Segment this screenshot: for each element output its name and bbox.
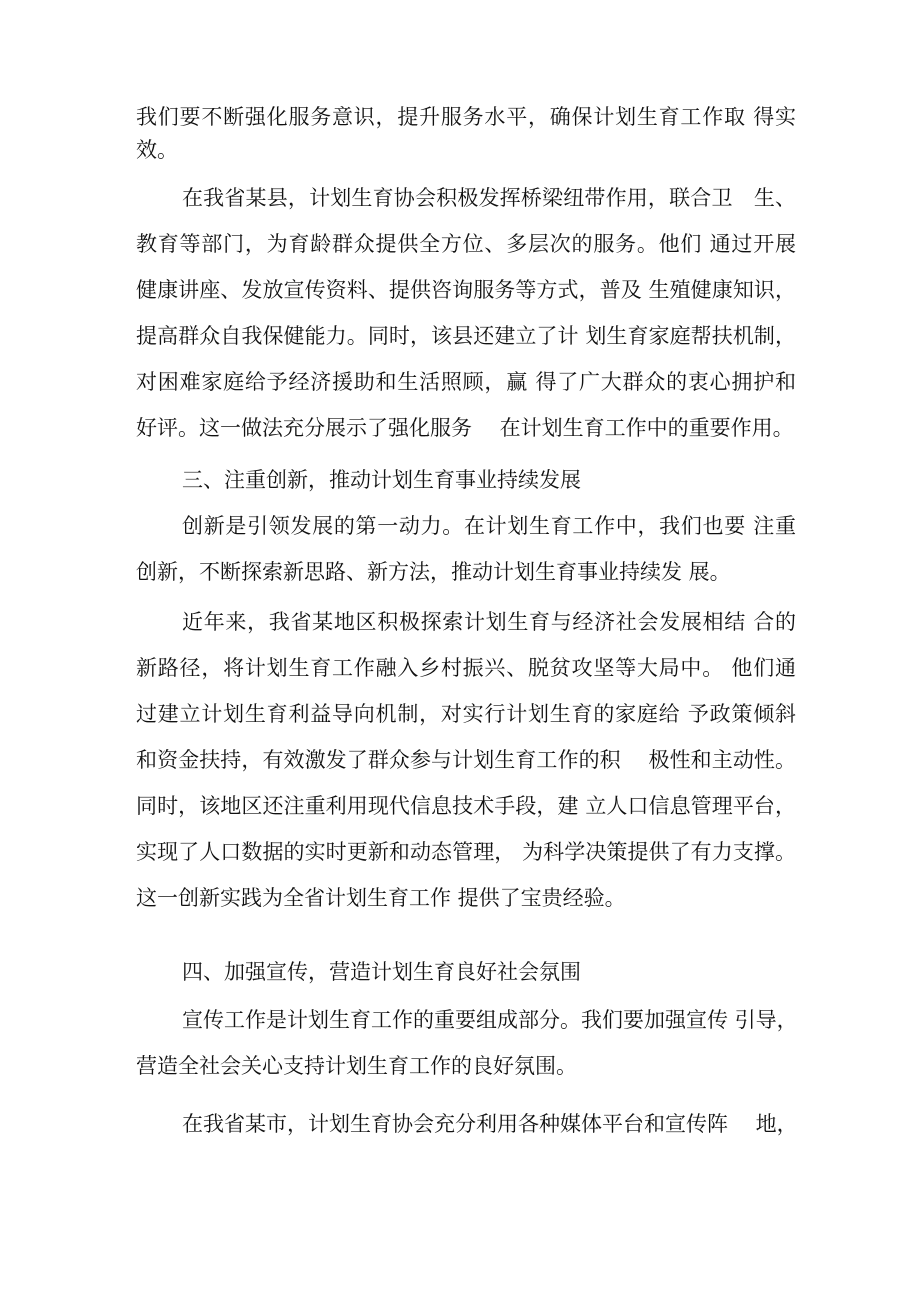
text-line-7: 对困难家庭给予经济援助和生活照顾，赢 得了广大群众的衷心拥护和 xyxy=(136,370,796,394)
text-line-21: 营造全社会关心支持计划生育工作的良好氛围。 xyxy=(136,1054,577,1078)
text-line-20: 宣传工作是计划生育工作的重要组成部分。我们要加强宣传 引导， xyxy=(182,1008,798,1032)
text-line-3: 在我省某县，计划生育协会积极发挥桥梁纽带作用，联合卫 生、 xyxy=(182,186,796,210)
text-line-11: 创新，不断探索新思路、新方法，推动计划生育事业持续发 展。 xyxy=(136,560,731,584)
text-line-14: 过建立计划生育利益导向机制，对实行计划生育的家庭给 予政策倾斜 xyxy=(136,702,796,726)
text-line-22: 在我省某市，计划生育协会充分利用各种媒体平台和宣传阵 地， xyxy=(182,1112,798,1136)
text-line-6: 提高群众自我保健能力。同时，该县还建立了计 划生育家庭帮扶机制， xyxy=(136,324,796,348)
text-line-17: 实现了人口数据的实时更新和动态管理， 为科学决策提供了有力支撑。 xyxy=(136,840,796,864)
text-line-18: 这一创新实践为全省计划生育工作 提供了宝贵经验。 xyxy=(136,886,626,910)
text-line-15: 和资金扶持，有效激发了群众参与计划生育工作的积 极性和主动性。 xyxy=(136,748,796,772)
text-line-13: 新路径，将计划生育工作融入乡村振兴、脱贫攻坚等大局中。 他们通 xyxy=(136,656,796,680)
text-line-2: 效。 xyxy=(136,138,178,162)
section-heading-4: 四、加强宣传，营造计划生育良好社会氛围 xyxy=(182,960,581,984)
text-line-10: 创新是引领发展的第一动力。在计划生育工作中，我们也要 注重 xyxy=(182,514,796,538)
text-line-8: 好评。这一做法充分展示了强化服务 在计划生育工作中的重要作用。 xyxy=(136,416,794,440)
section-heading-3: 三、注重创新，推动计划生育事业持续发展 xyxy=(182,468,581,492)
text-line-12: 近年来，我省某地区积极探索计划生育与经济社会发展相结 合的 xyxy=(182,610,796,634)
text-line-5: 健康讲座、发放宣传资料、提供咨询服务等方式，普及 生殖健康知识， xyxy=(136,278,796,302)
text-line-4: 教育等部门，为育龄群众提供全方位、多层次的服务。他们 通过开展 xyxy=(136,232,796,256)
text-line-16: 同时，该地区还注重利用现代信息技术手段，建 立人口信息管理平台， xyxy=(136,794,796,818)
text-line-1: 我们要不断强化服务意识，提升服务水平，确保计划生育工作取 得实 xyxy=(136,105,796,129)
